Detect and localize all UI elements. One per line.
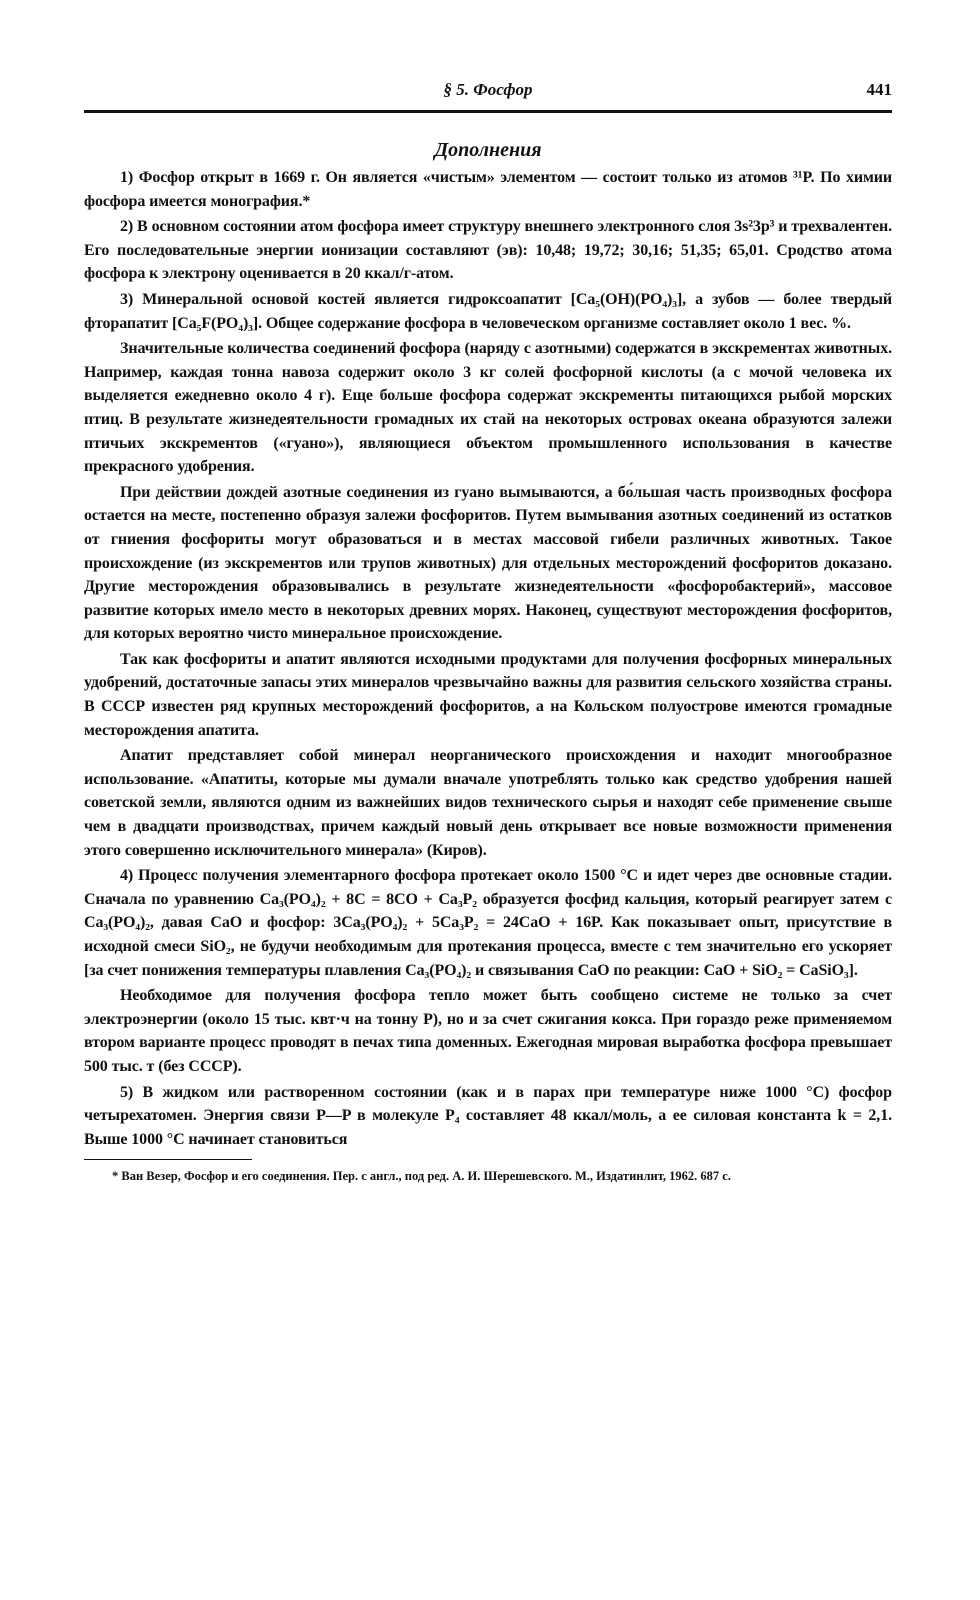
footnote-rule: [84, 1159, 252, 1160]
paragraph: 2) В основном состоянии атом фосфора имеет структуру внешнего электронного слоя 3s²3p³ и трехвалентен. Его последовательные энергии ионизации составляют (эв): 10,48; 19,72; 30,16; 51,35; 65,01. Сродство атома фосфора к электрону оценивается в 20 ккал/г-атом.: [84, 218, 892, 283]
paragraph: 5) В жидком или растворенном состоянии (как и в парах при температуре ниже 1000 °C) фосфор четырехатомен. Энергия связи P—P в молекуле P₄ составляет 48 ккал/моль, а ее силовая константа k = 2,1. Выше 1000 °C начинает становиться: [84, 1083, 892, 1148]
paragraph: Необходимое для получения фосфора тепло может быть сообщено системе не только за счет электроэнергии (около 15 тыс. квт·ч на тонну P), но и за счет сжигания кокса. При гораздо реже применяемом втором варианте процесс проводят в печах типа доменных. Ежегодная мировая выработка фосфора превышает 500 тыс. т (без СССР).: [84, 987, 892, 1075]
paragraph: 3) Минеральной основой костей является гидроксоапатит [Ca₅(OH)(PO₄)₃], а зубов — более твердый фторапатит [Ca₅F(PO₄)₃]. Общее содержание фосфора в человеческом организме составляет около 1 вес. %.: [84, 290, 892, 332]
body-text: [84, 166, 892, 1151]
section-title: Дополнения: [434, 139, 542, 161]
page-number: 441: [866, 80, 892, 99]
paragraph: Значительные количества соединений фосфора (наряду с азотными) содержатся в экскрементах животных. Например, каждая тонна навоза содержит около 3 кг солей фосфорной кислоты (а с мочой человека их выделяется ежедневно около 4 г). Еще больше фосфора содержат экскременты питающихся рыбой морских птиц. В результате жизнедеятельности громадных их стай на некоторых островах океана образуются залежи птичьих экскрементов («гуано»), являющиеся объектом промышленного использования в качестве прекрасного удобрения.: [84, 340, 892, 476]
document-page: [84, 76, 892, 1186]
paragraph: При действии дождей азотные соединения из гуано вымываются, а бо́льшая часть производных фосфора остается на месте, постепенно образуя залежи фосфоритов. Путем вымывания азотных соединений из остатков от гниения фосфориты могут образоваться и в местах массовой гибели различных животных. Такое происхождение (из экскрементов или трупов животных) для отдельных месторождений фосфоритов доказано. Другие месторождения образовывались в результате жизнедеятельности «фосфоробактерий», массовое развитие которых имело место в некоторых древних морях. Наконец, существуют месторождения фосфоритов, для которых вероятно чисто минеральное происхождение.: [84, 483, 892, 643]
paragraph: Так как фосфориты и апатит являются исходными продуктами для получения фосфорных минеральных удобрений, достаточные запасы этих минералов чрезвычайно важны для развития сельского хозяйства страны. В СССР известен ряд крупных месторождений фосфоритов, а на Кольском полуострове имеются громадные месторождения апатита.: [84, 650, 892, 739]
header-rule: [84, 110, 892, 113]
running-title: § 5. Фосфор: [443, 80, 533, 99]
footnote: * Ван Везер, Фосфор и его соединения. Пер. с англ., под ред. А. И. Шерешевского. М., Издатинлит, 1962. 687 с.: [112, 1169, 731, 1184]
paragraph: Апатит представляет собой минерал неорганического происхождения и находит многообразное использование. «Апатиты, которые мы думали вначале употреблять только как средство удобрения нашей советской земли, являются одним из важнейших видов технического сырья и находят себе применение свыше чем в двадцати производствах, причем каждый новый день открывает все новые возможности применения этого совершенно исключительного минерала» (Киров).: [84, 747, 892, 859]
paragraph: 1) Фосфор открыт в 1669 г. Он является «чистым» элементом — состоит только из атомов ³¹P. По химии фосфора имеется монография.*: [84, 169, 892, 210]
paragraph: 4) Процесс получения элементарного фосфора протекает около 1500 °C и идет через две основные стадии. Сначала по уравнению Ca₃(PO₄)₂ + 8C = 8CO + Ca₃P₂ образуется фосфид кальция, который реагирует затем с Ca₃(PO₄)₂, давая CaO и фосфор: 3Ca₃(PO₄)₂ + 5Ca₃P₂ = 24CaO + 16P. Как показывает опыт, присутствие в исходной смеси SiO₂, не будучи необходимым для протекания процесса, вместе с тем значительно его ускоряет [за счет понижения температуры плавления Ca₃(PO₄)₂ и связывания CaO по реакции: CaO + SiO₂ = CaSiO₃].: [84, 867, 892, 979]
page-header: [84, 76, 892, 106]
